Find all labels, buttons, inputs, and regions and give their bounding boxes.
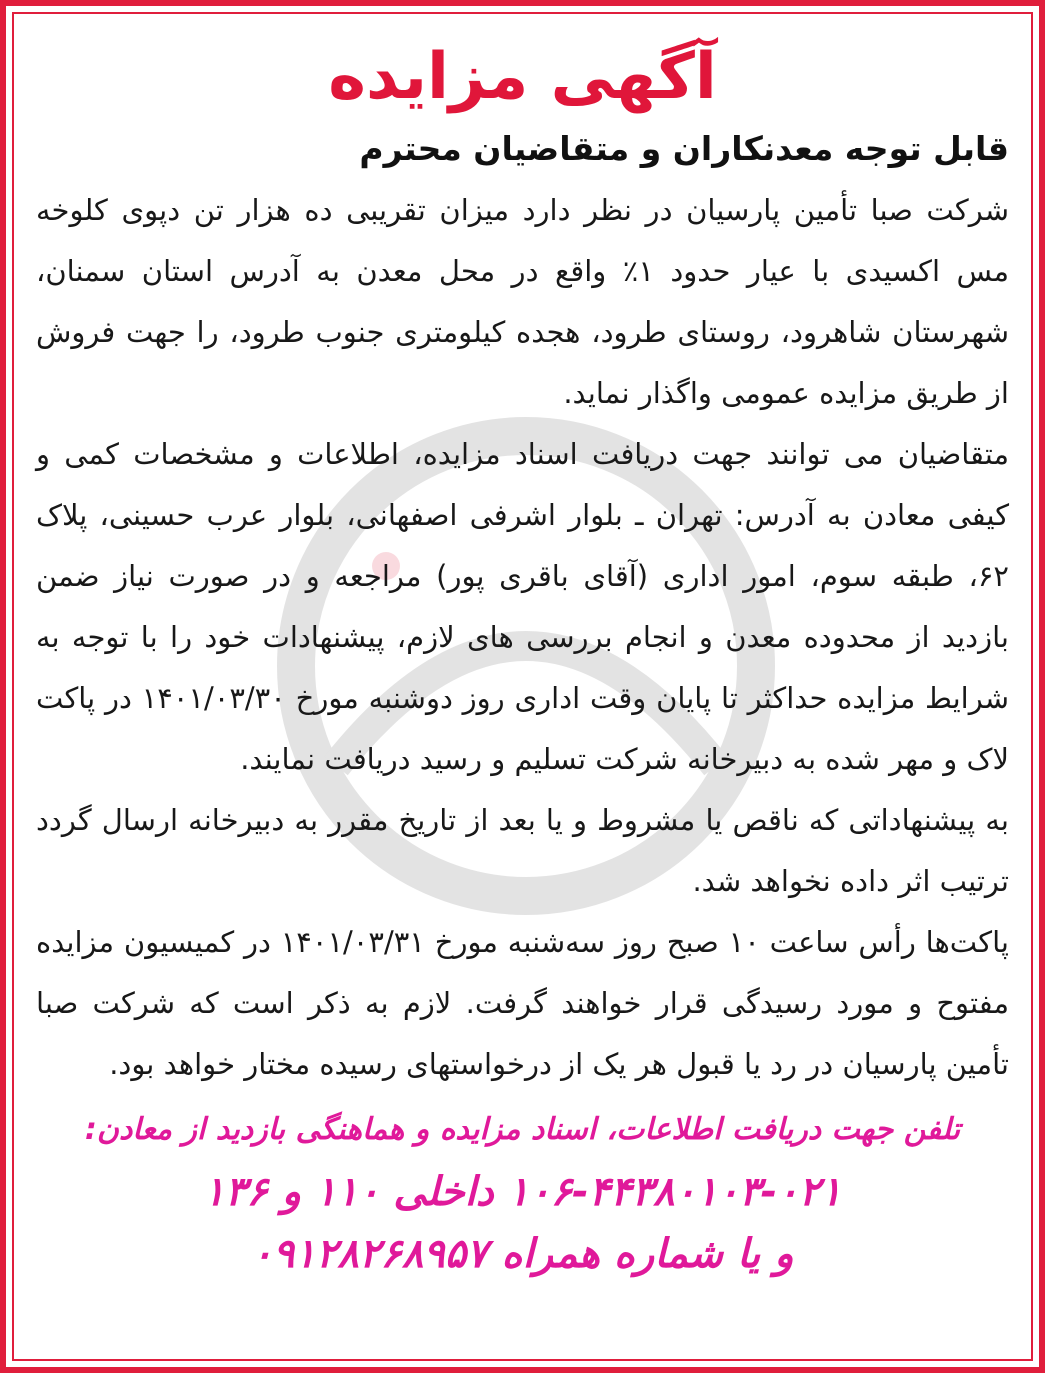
paragraph-intro: شرکت صبا تأمین پارسیان در نظر دارد میزان تقریبی ده هزار تن دپوی کلوخه مس اکسیدی با عیار حدود ۱٪ واقع در محل معدن به آدرس استان سمنان، شهرستان شاهرود، روستای طرود، هجده کیلومتری جنوب طرود، را جهت فروش از طریق مزایده عمومی واگذار نماید. (36, 193, 1010, 410)
contact-phone: ۱۰۶-۴۴۳۸۰۱۰۳-۰۲۱ داخلی ۱۱۰ و ۱۳۶ (203, 1169, 842, 1215)
contact-heading: تلفن جهت دریافت اطلاعات، اسناد مزایده و هماهنگی بازدید از معادن: (84, 1112, 961, 1147)
ad-content (36, 34, 1009, 1285)
paragraph-opening: پاکت‌ها رأس ساعت ۱۰ صبح روز سه‌شنبه مورخ ۱۴۰۱/۰۳/۳۱ در کمیسیون مزایده مفتوح و مورد رسیدگی قرار خواهند گرفت. لازم به ذکر است که شرکت صبا تأمین پارسیان در رد یا قبول هر یک از درخواستهای رسیده مختار خواهد بود. (36, 925, 1009, 1081)
paragraph-documents: متقاضیان می توانند جهت دریافت اسناد مزایده، اطلاعات و مشخصات کمی و کیفی معادن به آدرس: تهران ـ بلوار اشرفی اصفهانی، بلوار عرب حسینی، پلاک ۶۲، طبقه سوم، امور اداری (آقای باقری پور) مراجعه و در صورت نیاز ضمن بازدید از محدوده معدن و انجام بررسی های لازم، پیشنهادات خود را با توجه به شرایط مزایده حداکثر تا پایان وقت اداری روز دوشنبه مورخ ۱۴۰۱/۰۳/۳۰ در پاکت لاک و مهر شده به دبیرخانه شرکت تسلیم و رسید دریافت نمایند. (36, 437, 1009, 776)
ad-subtitle: قابل توجه معدنکاران و متقاضیان محترم (359, 129, 1009, 168)
ad-title: آگهی مزایده (328, 40, 717, 114)
contact-mobile: و یا شماره همراه ۰۹۱۲۸۲۶۸۹۵۷ (251, 1231, 794, 1277)
paragraph-conditions: به پیشنهاداتی که ناقص یا مشروط و یا بعد از تاریخ مقرر به دبیرخانه ارسال گردد ترتیب اثر داده نخواهد شد. (36, 803, 1009, 898)
